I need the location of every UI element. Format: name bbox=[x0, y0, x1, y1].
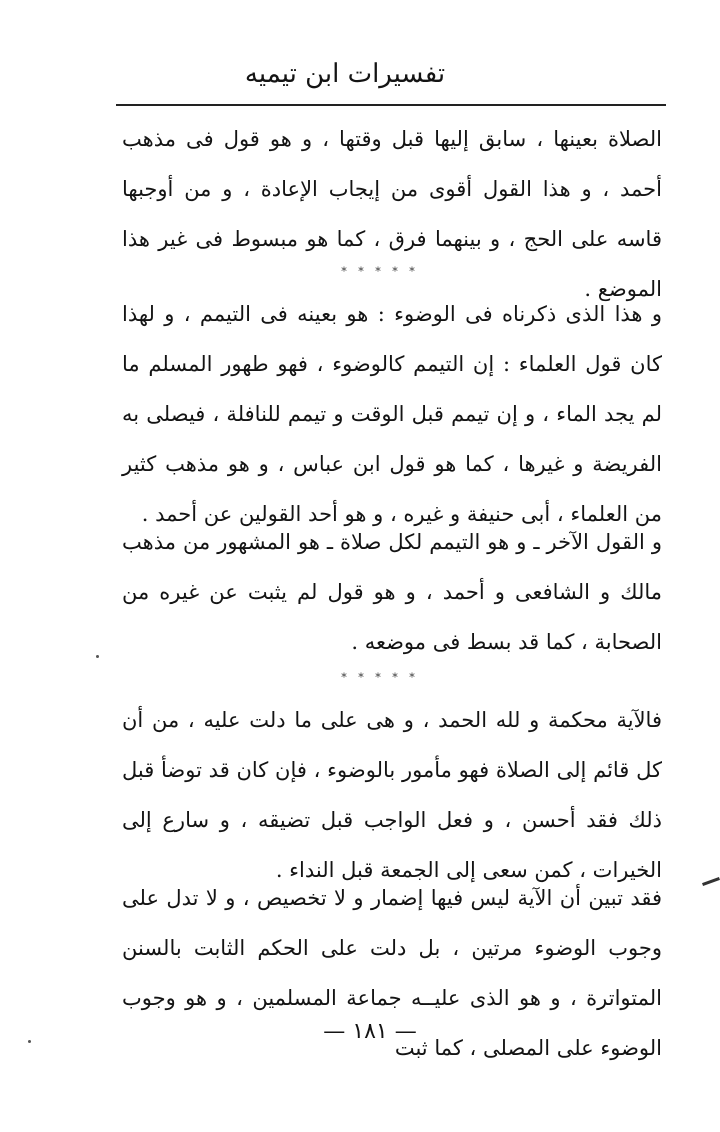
paper-speck bbox=[28, 1040, 31, 1043]
paragraph: و القول الآخر ـ و هو التيمم لكل صلاة ـ هو المشهور من مذهب مالك و الشافعى و أحمد ، و هو قول لم يثبت عن غيره من الصحابة ، كما قد بسط فى موضعه . bbox=[122, 530, 662, 654]
header-rule bbox=[116, 104, 666, 106]
paragraph: و هذا الذى ذكرناه فى الوضوء : هو بعينه فى التيمم ، و لهذا كان قول العلماء : إن التيمم كالوضوء ، فهو طهور المسلم ما لم يجد الماء ، و إن تيمم قبل الوقت و تيمم للنافلة ، فيصلى به الفريضة و غيرها ، كما هو قول ابن عباس ، و هو مذهب كثير من العلماء ، أبى حنيفة و غيره ، و هو أحد القولين عن أحمد . bbox=[122, 302, 662, 526]
paragraph-block-4 bbox=[122, 695, 662, 895]
paragraph-block-1 bbox=[122, 114, 662, 314]
paragraph: فقد تبين أن الآية ليس فيها إضمار و لا تخصيص ، و لا تدل على وجوب الوضوء مرتين ، بل دلت على الحكم الثابت بالسنن المتواترة ، و هو الذى عليــه جماعة المسلمين ، و هو وجوب الوضوء على المصلى ، كما ثبت bbox=[122, 886, 662, 1060]
paragraph-block-2 bbox=[122, 289, 662, 539]
paragraph: الصلاة بعينها ، سابق إليها قبل وقتها ، و هو قول فى مذهب أحمد ، و هذا القول أقوى من إيجاب الإعادة ، و من أوجبها قاسه على الحج ، و بينهما فرق ، كما هو مبسوط فى غير هذا الموضع . bbox=[122, 127, 662, 301]
paragraph: فالآية محكمة و لله الحمد ، و هى على ما دلت عليه ، من أن كل قائم إلى الصلاة فهو مأمور بالوضوء ، فإن كان قد توضأ قبل ذلك فقد أحسن ، و فعل الواجب قبل تضيقه ، و سارع إلى الخيرات ، كمن سعى إلى الجمعة قبل النداء . bbox=[122, 708, 662, 882]
section-separator-stars: * * * * * bbox=[341, 671, 419, 684]
paper-speck bbox=[96, 655, 99, 658]
margin-pen-mark bbox=[702, 877, 720, 886]
page-number: — ١٨١ — bbox=[323, 1019, 417, 1044]
running-head: تفسيرات ابن تيميه bbox=[244, 59, 446, 89]
paragraph-block-3 bbox=[122, 517, 662, 667]
section-separator-stars: * * * * * bbox=[341, 265, 419, 278]
